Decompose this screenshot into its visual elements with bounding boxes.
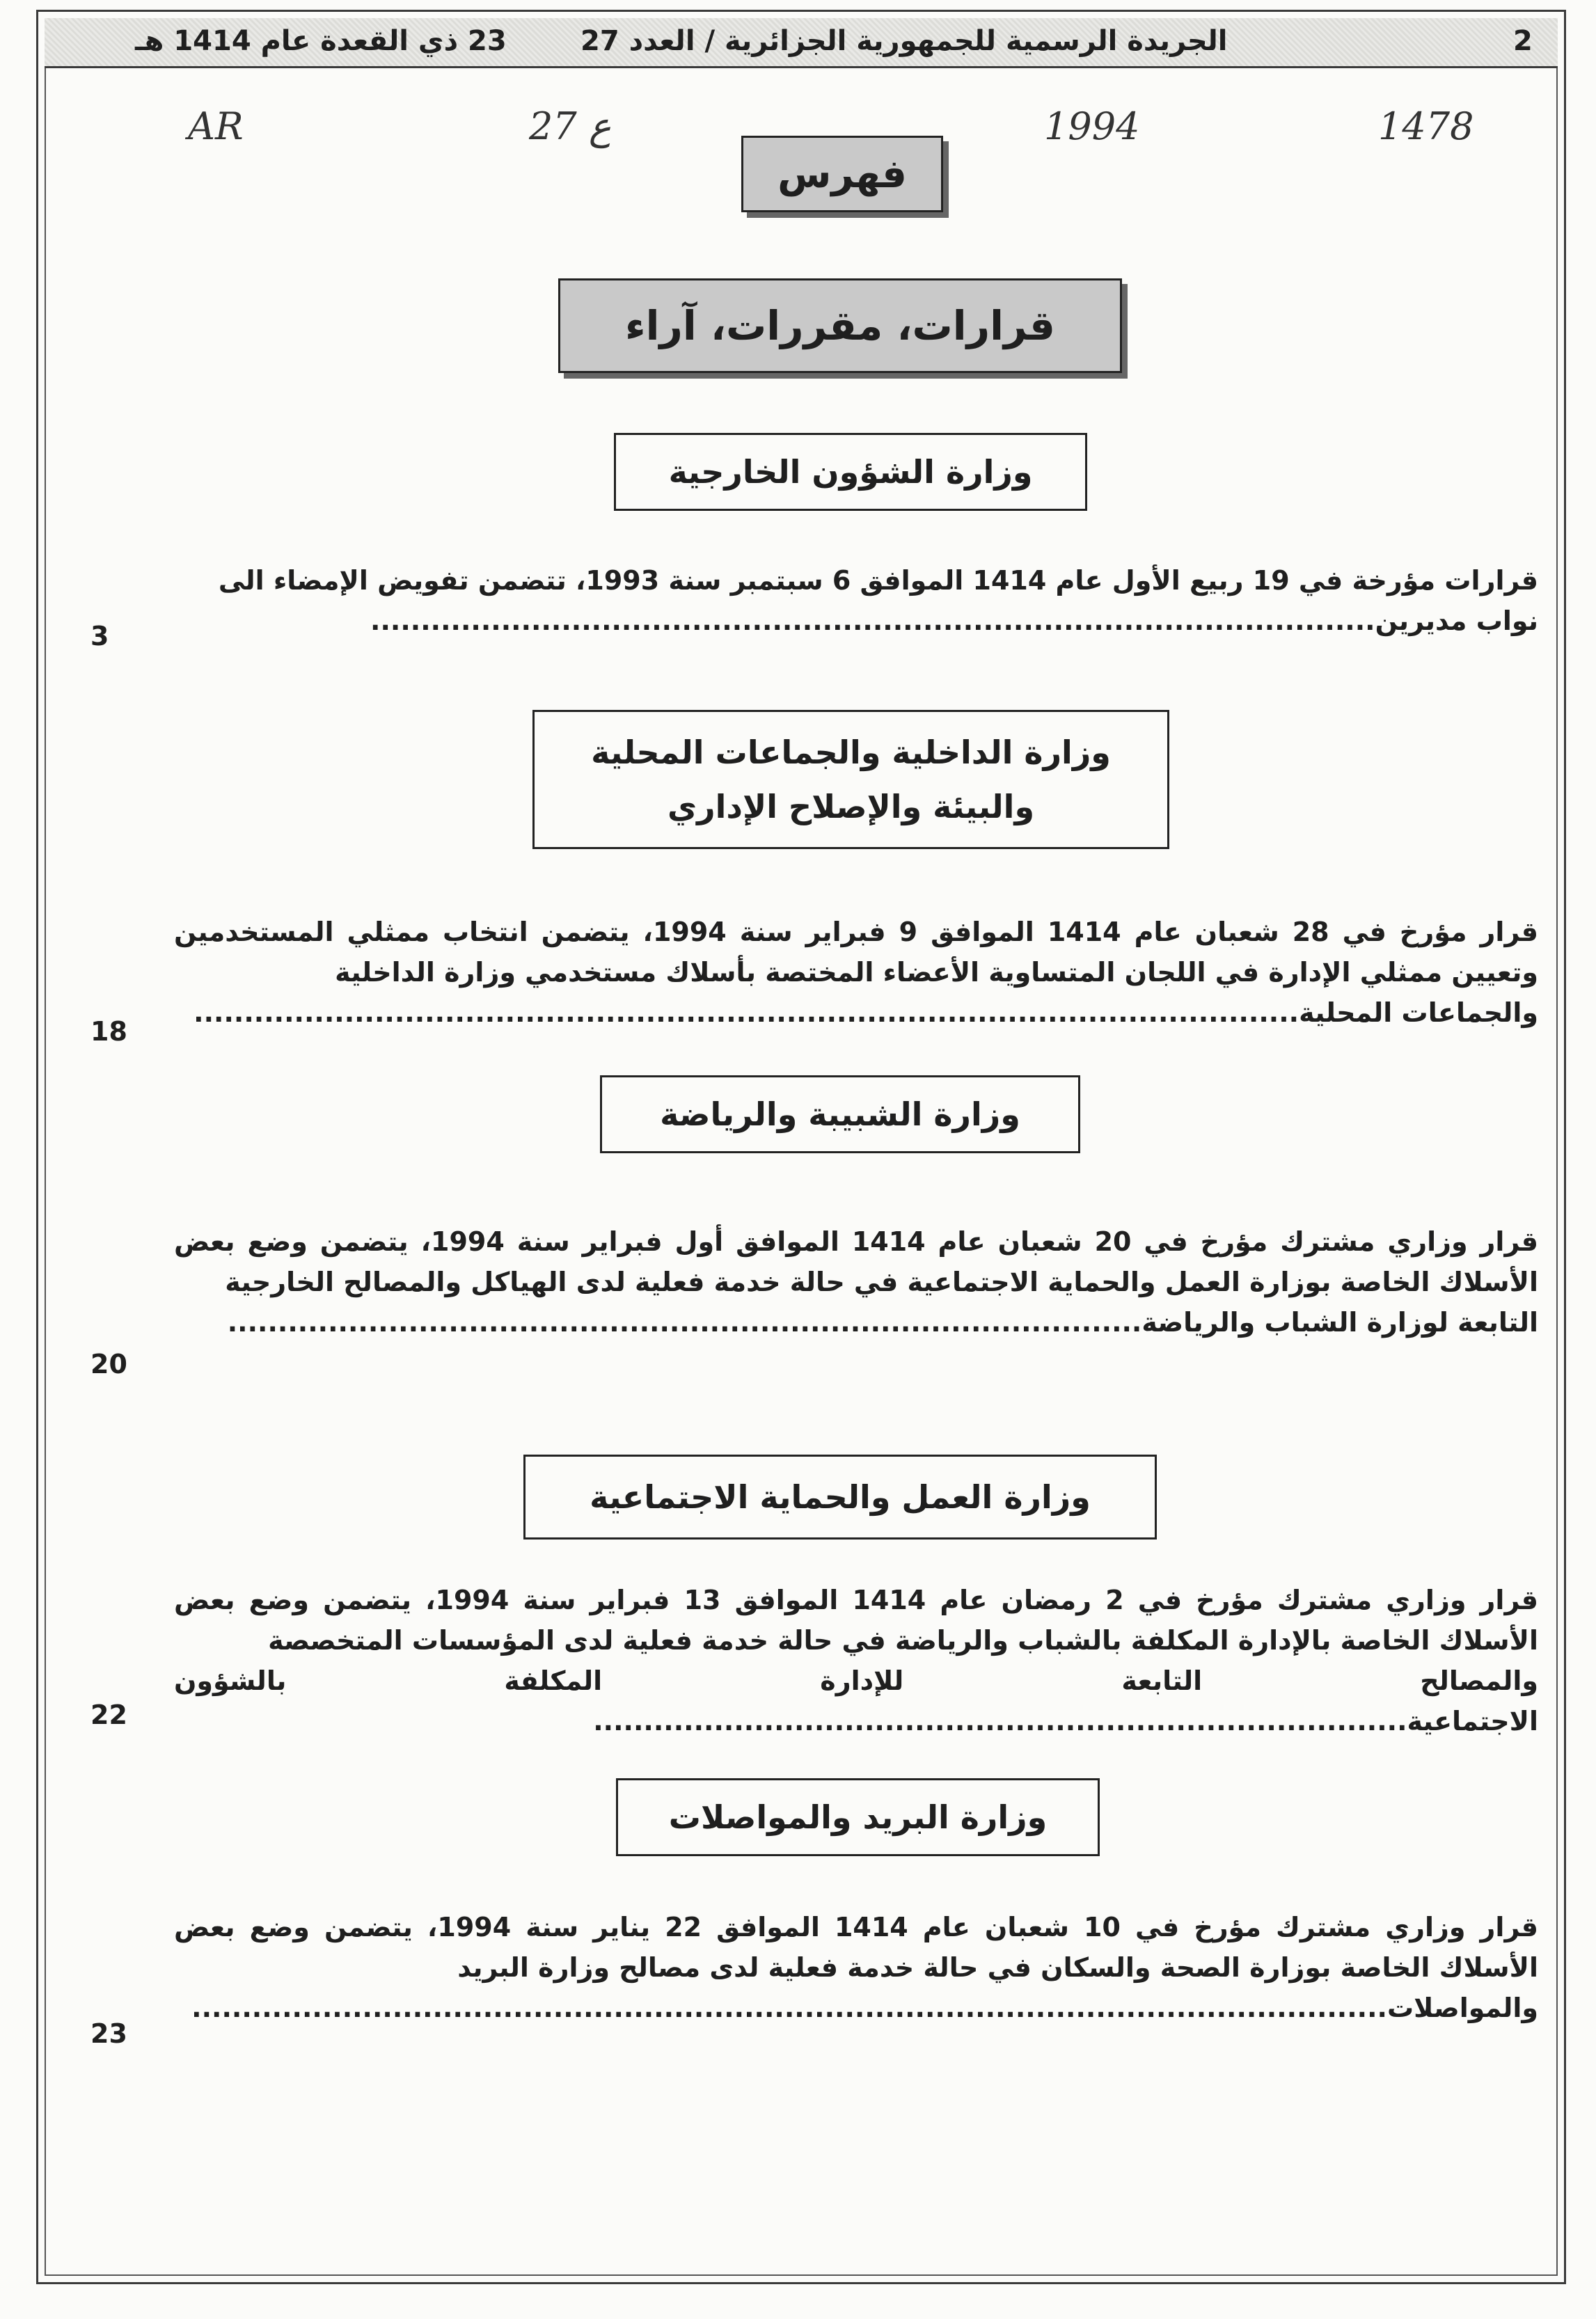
toc-entry-youth-sports: قرار وزاري مشترك مؤرخ في 20 شعبان عام 1414 الموافق أول فبراير سنة 1994، يتضمن وضع بعض الأسلاك الخاصة بوزارة العمل والحماية الاجتماعية في حالة خدمة فعلية لدى الهياكل والمصالح الخارجية التابعة لوزارة الشباب والرياضة........................................................................................... [174,1226,1538,1338]
header-date: 23 ذي القعدة عام 1414 هـ [135,25,507,57]
ministry-heading-youth-sports: وزارة الشبيبة والرياضة [600,1075,1080,1153]
handwritten-note-number: 1478 [1378,104,1474,148]
ministry-heading-post-telecom: وزارة البريد والمواصلات [616,1778,1100,1856]
handwritten-note-issue: 27 ع [529,104,612,148]
toc-entry-foreign-affairs: قرارات مؤرخة في 19 ربيع الأول عام 1414 الموافق 6 سبتمبر سنة 1993، تتضمن تفويض الإمضاء الى نواب مديرين.................................................................................................... [218,565,1538,636]
toc-entry-interior: قرار مؤرخ في 28 شعبان عام 1414 الموافق 9 فبراير سنة 1994، يتضمن انتخاب ممثلي المستخدمين وتعيين ممثلي الإدارة في اللجان المتساوية الأعضاء المختصة بأسلاك مستخدمي وزارة الداخلية والجماعات المحلية.............................................................................................................. [174,917,1538,1028]
ministry-heading-foreign-affairs: وزارة الشؤون الخارجية [614,433,1087,511]
index-title: فهرس [741,136,943,212]
ministry-heading-labour: وزارة العمل والحماية الاجتماعية [523,1455,1157,1540]
header-page-number: 2 [1513,25,1533,57]
toc-page-number: 22 [90,1700,127,1730]
header-title: الجريدة الرسمية للجمهورية الجزائرية / العدد 27 [580,25,1228,57]
toc-page-number: 3 [90,621,109,651]
toc-page-number: 23 [90,2018,127,2049]
gazette-header [45,18,1558,68]
handwritten-note-year: 1994 [1044,104,1140,148]
toc-entry-post-telecom: قرار وزاري مشترك مؤرخ في 10 شعبان عام 1414 الموافق 22 يناير سنة 1994، يتضمن وضع بعض الأسلاك الخاصة بوزارة الصحة والسكان في حالة خدمة فعلية لدى مصالح وزارة البريد والمواصلات....................................................................................................................... [174,1912,1538,2023]
ministry-heading-interior: وزارة الداخلية والجماعات المحلية والبيئة والإصلاح الإداري [532,710,1169,849]
section-title: قرارات، مقررات، آراء [558,278,1122,373]
handwritten-note-ar: AR [188,104,244,148]
toc-page-number: 18 [90,1016,127,1047]
toc-entry-labour: قرار وزاري مشترك مؤرخ في 2 رمضان عام 1414 الموافق 13 فبراير سنة 1994، يتضمن وضع بعض الأسلاك الخاصة بالإدارة المكلفة بالشباب والرياضة في حالة خدمة فعلية لدى المؤسسات المتخصصة والمصالح التابعة للإدارة المكلفة بالشؤون الاجتماعية................................................................................. [174,1585,1538,1736]
toc-page-number: 20 [90,1349,127,1379]
